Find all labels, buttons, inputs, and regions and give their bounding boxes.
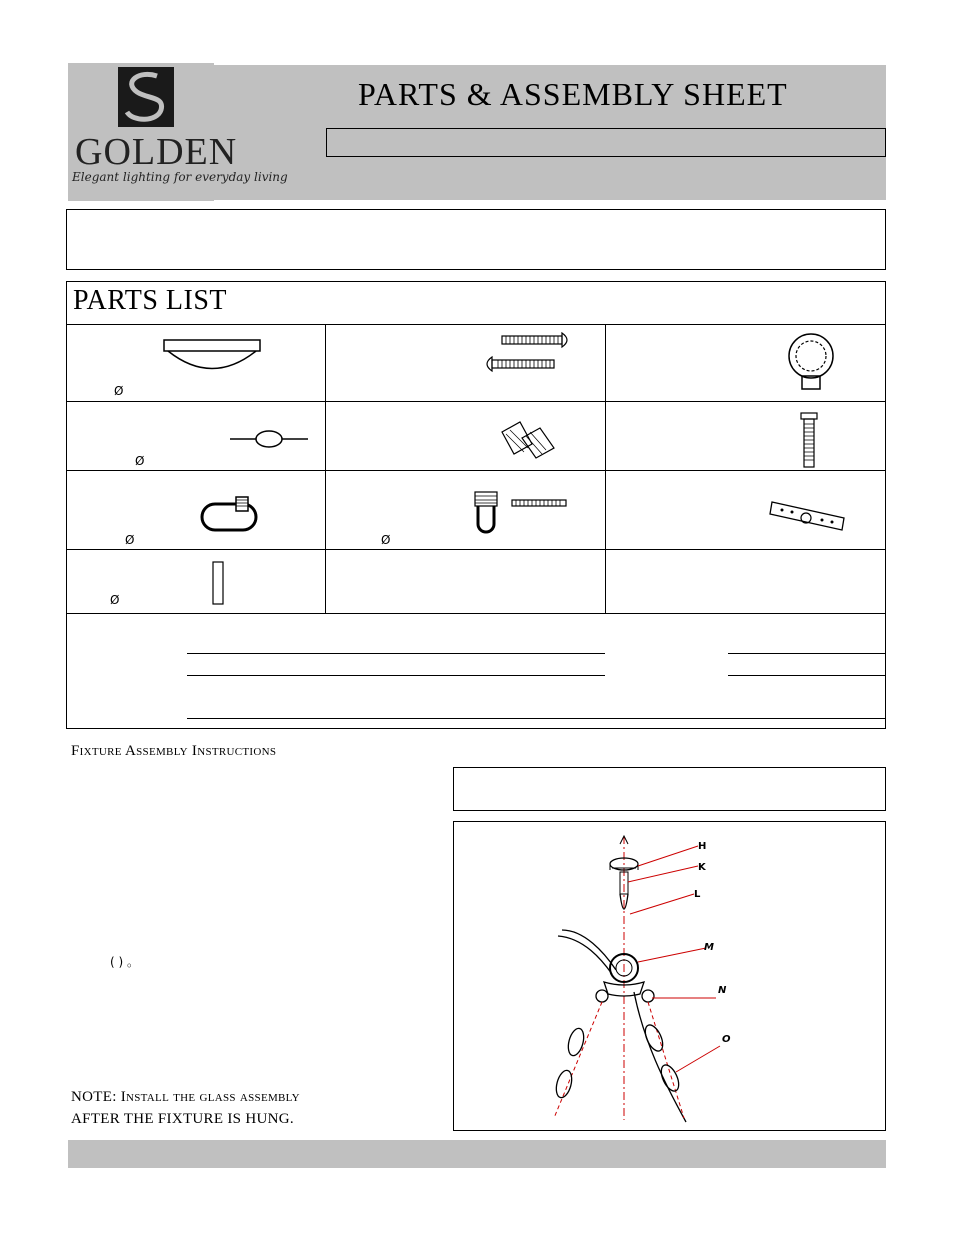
parts-list-title: PARTS LIST <box>73 285 227 316</box>
table-row-divider <box>66 613 886 614</box>
diagram-label: H <box>698 841 707 852</box>
ring-loop-icon <box>783 330 839 392</box>
form-line <box>187 718 885 719</box>
diagram-label: N <box>718 985 727 996</box>
diagram-label: M <box>704 942 714 953</box>
footer-band <box>68 1140 886 1168</box>
diameter-symbol: Ø <box>135 454 145 468</box>
mounting-bar-icon <box>768 490 848 536</box>
notice-box <box>66 209 886 270</box>
quick-link-icon <box>198 494 262 534</box>
glass-rod-icon <box>210 560 226 606</box>
assembly-diagram <box>453 821 886 1131</box>
table-row-divider <box>66 324 886 325</box>
diameter-symbol: Ø <box>381 533 391 547</box>
form-line <box>187 675 605 676</box>
chain-link-icon <box>228 428 310 450</box>
glass-bowl-icon <box>160 338 264 376</box>
note-text <box>71 1086 300 1130</box>
section-heading: Fixture Assembly Instructions <box>71 743 277 759</box>
instruction-fragment: ( ) 。 <box>110 955 139 969</box>
note-line: NOTE: Install the glass assembly <box>71 1089 300 1105</box>
logo-text: GOLDEN <box>75 131 238 173</box>
table-row-divider <box>66 401 886 402</box>
hook-and-nipple-icon <box>470 490 570 540</box>
note-line: AFTER THE FIXTURE IS HUNG. <box>71 1111 294 1127</box>
table-row-divider <box>66 470 886 471</box>
diagram-label: K <box>698 862 706 873</box>
diameter-symbol: Ø <box>114 384 124 398</box>
logo-tagline: Elegant lighting for everyday living <box>72 170 288 184</box>
diagram-label: O <box>722 1034 731 1045</box>
diagram-label: L <box>694 889 701 900</box>
table-col-divider <box>605 324 606 614</box>
form-line <box>728 653 885 654</box>
model-number-box <box>326 128 886 157</box>
wire-connectors-icon <box>498 418 558 460</box>
form-line <box>187 653 605 654</box>
page-title: PARTS & ASSEMBLY SHEET <box>358 76 788 112</box>
info-box <box>453 767 886 811</box>
threaded-pipe-icon <box>798 410 820 470</box>
table-col-divider <box>325 324 326 614</box>
assembly-drawing <box>454 822 885 1130</box>
screws-icon <box>482 331 574 373</box>
logo-mark-icon <box>117 66 175 128</box>
diameter-symbol: Ø <box>110 593 120 607</box>
diameter-symbol: Ø <box>125 533 135 547</box>
form-line <box>728 675 885 676</box>
table-row-divider <box>66 549 886 550</box>
